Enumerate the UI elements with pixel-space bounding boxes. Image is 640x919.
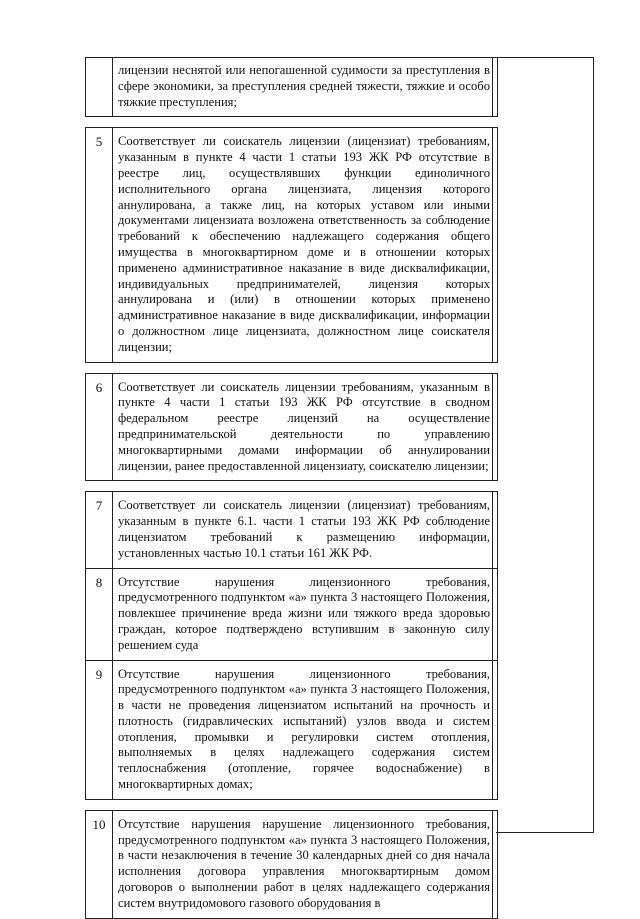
row-text: Соответствует ли соискатель лицензии требованиям, указанным в пункте 4 части 1 статьи 193 ЖК РФ отсутствие в сводном федеральном реестре лицензий на осуществление предпринимательской деятельности по управлению многоквартирными домами информации об аннулировании лицензии, ранее предоставленной лицензиату, соискателю лицензии; xyxy=(113,373,493,481)
row-number: 6 xyxy=(86,373,113,481)
table-row xyxy=(86,128,498,362)
row-text: Соответствует ли соискатель лицензии (лицензиат) требованиям, указанным в пункте 4 части 1 статьи 193 ЖК РФ отсутствие в реестре лиц, осуществлявших функции единоличного исполнительного органа лицензиата, лицензия которого аннулирована, а также лиц, на которых уставом или иными документами лицензиата возложена ответственность за соблюдение требований к обеспечению надлежащего содержания общего имущества в многоквартирном доме и в отношении которых применено административное наказание в виде дисквалификации, индивидуальных предпринимателей, лицензия которых аннулирована и (или) в отношении которых применено административное наказание в виде дисквалификации, информации о должностном лице лицензиата, должностном лице соискателя лицензии; xyxy=(113,128,493,362)
row-text: Отсутствие нарушения лицензионного требования, предусмотренного подпунктом «а» пункта 3 настоящего Положения, повлекшее причинение вреда жизни или тяжкого вреда здоровью граждан, которое подтверждено вступившим в законную силу решением суда xyxy=(113,568,493,660)
row-number: 10 xyxy=(86,810,113,918)
row-text: Соответствует ли соискатель лицензии (лицензиат) требованиям, указанным в пункте 6.1. части 1 статьи 193 ЖК РФ соблюдение лицензиатом требований к размещению информации, установленных частью 10.1 статьи 161 ЖК РФ. xyxy=(113,492,493,568)
row-number: 8 xyxy=(86,568,113,660)
table-row xyxy=(86,810,498,918)
row-number: 9 xyxy=(86,660,113,799)
table-row xyxy=(86,568,498,660)
row-text: лицензии неснятой или непогашенной судимости за преступления в сфере экономики, за преступления средней тяжести, тяжкие и особо тяжкие преступления; xyxy=(113,58,493,117)
row-number: 7 xyxy=(86,492,113,568)
row-text: Отсутствие нарушения нарушение лицензионного требования, предусмотренного подпунктом «а» пункта 3 настоящего Положения, в части незаключения в течение 30 календарных дней со дня начала исполнения договора управления многоквартирным домом договоров о выполнении работ в целях надлежащего содержания систем внутридомового газового оборудования в xyxy=(113,810,493,918)
table-row xyxy=(86,58,498,117)
row-number: 5 xyxy=(86,128,113,362)
answer-column xyxy=(496,57,594,833)
table-row xyxy=(86,660,498,799)
row-number xyxy=(86,58,113,117)
checklist-table xyxy=(85,57,498,919)
row-text: Отсутствие нарушения лицензионного требования, предусмотренного подпунктом «а» пункта 3 настоящего Положения, в части не проведения лицензиатом испытаний на прочность и плотность (гидравлических испытаний) узлов ввода и систем отопления, промывки и регулировки систем отопления, выполняемых в целях надлежащего содержания систем теплоснабжения (отопление, горячее водоснабжение) в многоквартирных домах; xyxy=(113,660,493,799)
table-row xyxy=(86,492,498,568)
table-row xyxy=(86,373,498,481)
